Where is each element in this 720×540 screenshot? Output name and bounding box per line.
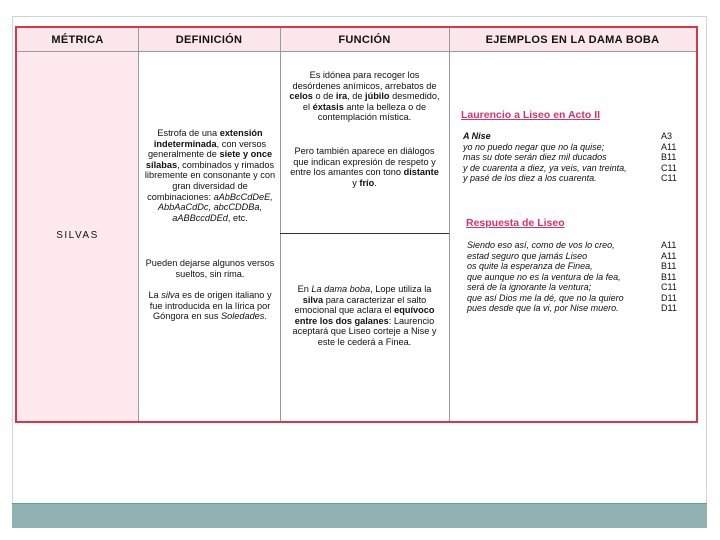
verse-line: pues desde que la vi, por Nise muero. D11 [467,303,677,313]
verse-line: estad seguro que jamás Liseo A11 [467,250,677,261]
example-heading-2: Respuesta de Liseo [466,217,565,229]
header-function: FUNCIÓN [280,28,449,52]
column-divider [138,28,139,421]
header-examples: EJEMPLOS EN LA DAMA BOBA [449,28,696,52]
silvas-table [15,26,698,423]
example-verses-2 [467,240,691,314]
function-paragraph-1: Es idónea para recoger los desórdenes anímicos, arrebatos de celos o de ira, de júbilo desmedido, el éxtasis ante la belleza o de contemplación mística. [289,70,440,123]
function-paragraph-3: En La dama boba, Lope utiliza la silva para caracterizar el salto emocional que aclara el equívoco entre los dos galanes: Laurencio aceptará que Liseo corteje a Nise y este le cederá a Finea. [292,284,437,347]
column-divider [449,28,450,421]
column-divider [280,28,281,421]
example-heading-1: Laurencio a Liseo en Acto II [461,109,601,121]
slide-bottom-band [12,503,707,528]
function-paragraph-2: Pero también aparece en diálogos que indican expresión de respeto y entre los amantes con tono distante y frío. [290,146,439,188]
header-definition: DEFINICIÓN [138,28,280,52]
verse-line: os quite la esperanza de Finea, B11 [467,261,677,271]
verse-line: será de la ignorante la ventura; C11 [467,282,677,292]
verse-line: Siendo eso así, como de vos lo creo, A11 [467,240,677,250]
verse-line: que aunque no es la ventura de la fea, B11 [467,271,677,282]
metric-name: SILVAS [56,230,99,241]
definition-paragraph-1: Estrofa de una extensión indeterminada, con versos generalmente de siete y once sílabas, combinados y rimados libremente en consonante y con gran diversidad de combinaciones: aAbBcCdDeE, AbbAaCdDc, abcCDDBa, aABBccdDEd, etc. [144,128,276,223]
function-cell-divider [280,233,449,234]
verse-line: mas su dote serán diez mil ducados B11 [463,152,677,162]
example-verses-1 [463,131,691,184]
verse-line: A Nise A3 [463,131,673,141]
definition-paragraph-2: Pueden dejarse algunos versos sueltos, sin rima. [145,258,275,279]
verse-line: y de cuarenta a diez, ya veis, van treinta, C11 [463,162,677,173]
definition-paragraph-3: La silva es de origen italiano y fue introducida en la lírica por Góngora en sus Soledades. [148,290,272,322]
header-metric: MÉTRICA [17,28,138,52]
verse-line: yo no puedo negar que no la quise; A11 [463,141,677,152]
verse-line: que así Dios me la dé, que no la quiero D11 [467,292,677,303]
verse-line: y pasé de los diez a los cuarenta. C11 [463,173,677,183]
